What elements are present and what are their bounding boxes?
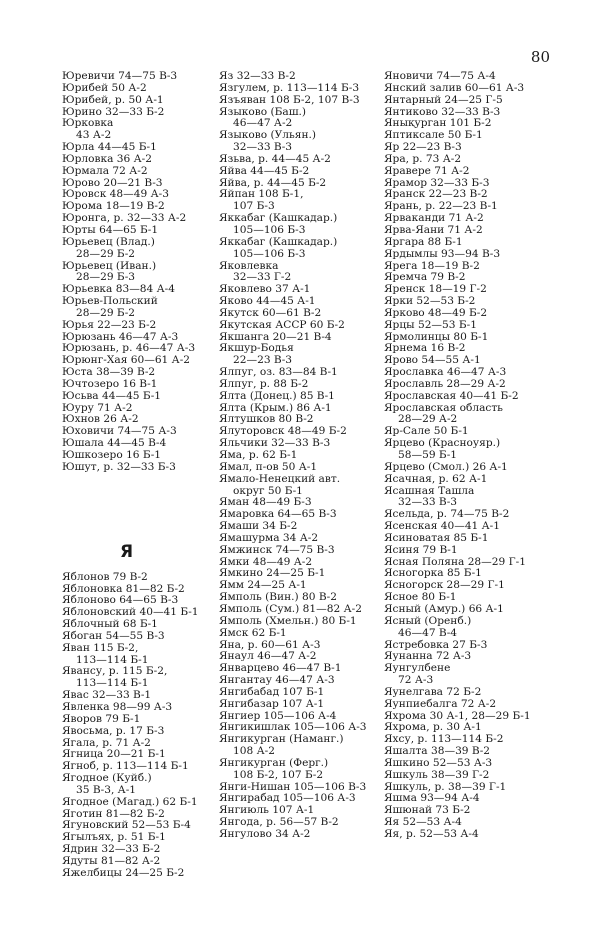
index-entry-continuation: 28—29 А-2 <box>398 413 458 426</box>
index-entry: Юрьевка 83—84 А-4 <box>62 283 175 296</box>
index-section-ya <box>62 572 202 880</box>
index-entry-continuation: 113—114 Б-1 <box>76 653 149 666</box>
index-entry: Яновичи 74—75 А-4 <box>384 70 496 82</box>
index-entry-continuation: 72 А-3 <box>398 674 434 687</box>
index-entry: Яранск 22—23 В-2 <box>384 188 488 201</box>
index-entry: Юрья 22—23 Б-2 <box>62 318 157 331</box>
index-entry: Яковлево 37 А-1 <box>219 283 311 296</box>
index-entry: Яблочный 68 Б-1 <box>62 618 158 631</box>
index-column-3 <box>384 71 562 841</box>
index-entry: Ямаровка 64—65 В-3 <box>219 508 337 521</box>
index-entry: Яремча 79 В-2 <box>384 271 466 284</box>
index-entry: Янаул 46—47 А-2 <box>219 650 317 663</box>
index-entry: Юхнов 26 А-2 <box>62 413 139 426</box>
index-entry: Явансу, р. 115 Б-2, <box>62 665 168 678</box>
index-entry: Яльчики 32—33 В-3 <box>219 437 331 450</box>
index-entry: Янский залив 60—61 А-3 <box>384 81 525 94</box>
index-entry: Яйпан 108 Б-1, <box>219 188 304 201</box>
index-entry: Юрмала 72 А-2 <box>62 164 148 177</box>
index-entry: Яблоново 64—65 В-3 <box>62 594 179 607</box>
index-entry: Яйва 44—45 Б-2 <box>219 164 310 177</box>
index-entry: Яккабаг (Кашкадар.) <box>219 235 338 248</box>
index-entry: Яптиксале 50 Б-1 <box>384 129 483 142</box>
index-entry: Юрьевец (Иван.) <box>62 259 157 272</box>
index-entry: Янгибазар 107 А-1 <box>219 697 325 710</box>
index-entry: Юшкозеро 16 Б-1 <box>62 449 162 461</box>
index-entry: Явленка 98—99 А-3 <box>62 700 173 713</box>
index-entry: Язьва, р. 44—45 А-2 <box>219 152 331 165</box>
index-entry: Ясиноватая 85 Б-1 <box>384 531 489 544</box>
index-entry: Ярославская 40—41 Б-2 <box>384 389 519 402</box>
index-entry: Ядуты 81—82 А-2 <box>62 854 161 867</box>
index-entry: Ясельда, р. 74—75 В-2 <box>384 508 510 521</box>
index-entry: Яр 22—23 В-3 <box>384 141 462 154</box>
index-entry: Ясный (Оренб.) <box>384 614 472 627</box>
index-entry-continuation: 105—106 Б-3 <box>233 223 306 236</box>
index-entry: Яблонов 79 В-2 <box>62 570 148 583</box>
index-entry: Ямаши 34 Б-2 <box>219 520 298 533</box>
index-entry: Юрюнг-Хая 60—61 А-2 <box>62 354 191 367</box>
index-entry: Ярань, р. 22—23 В-1 <box>384 200 498 213</box>
index-entry: Яунгулбене <box>384 662 451 675</box>
index-entry: Юрибей 50 А-2 <box>62 81 147 94</box>
index-entry-continuation: 35 В-3, А-1 <box>76 783 137 796</box>
index-entry: Яна, р. 60—61 А-3 <box>219 638 321 651</box>
index-entry-continuation: 32—33 В-3 <box>398 496 458 509</box>
index-entry: Яково 44—45 А-1 <box>219 295 316 308</box>
index-entry: Ягылъях, р. 51 Б-1 <box>62 831 166 844</box>
index-entry: Юрюзань, р. 46—47 А-3 <box>62 342 196 355</box>
index-entry: Ярово 54—55 А-1 <box>384 354 481 367</box>
index-entry: Ямм 24—25 А-1 <box>219 579 307 592</box>
index-entry: Ясный (Амур.) 66 А-1 <box>384 602 504 615</box>
index-entry: Якутская АССР 60 Б-2 <box>219 318 345 331</box>
page-number: 80 <box>530 48 550 66</box>
index-entry-continuation: 32—33 Г-2 <box>233 271 292 284</box>
index-entry: Ярославль 28—29 А-2 <box>384 377 506 390</box>
index-entry: Ярцы 52—53 Б-1 <box>384 318 477 331</box>
index-entry: Янгибабад 107 Б-1 <box>219 685 325 698</box>
index-entry: Янгиер 105—106 А-4 <box>219 709 337 722</box>
index-entry: Юуру 71 А-2 <box>62 401 133 414</box>
index-entry: Ягноб, р. 113—114 Б-1 <box>62 760 189 773</box>
index-entry: Ялпуг, оз. 83—84 В-1 <box>219 366 338 379</box>
index-entry: Ямск 62 Б-1 <box>219 626 287 639</box>
index-section <box>384 71 562 841</box>
index-entry: Яккабаг (Кашкадар.) <box>219 212 338 225</box>
index-column-1 <box>62 71 202 880</box>
index-entry: Яр-Сале 50 Б-1 <box>384 425 469 438</box>
index-entry: Яйва, р. 44—45 Б-2 <box>219 176 327 189</box>
index-entry: Ярославка 46—47 А-3 <box>384 366 507 379</box>
index-entry: Ярамор 32—33 Б-3 <box>384 176 490 189</box>
index-column-2 <box>219 71 379 841</box>
index-entry: Ярцево (Красноуяр.) <box>384 437 501 450</box>
index-entry: Ючтозеро 16 В-1 <box>62 377 158 390</box>
index-entry: Янгода, р. 56—57 В-2 <box>219 816 339 829</box>
index-entry: Якшанга 20—21 В-4 <box>219 330 332 343</box>
index-entry: Яз 32—33 В-2 <box>219 70 296 82</box>
index-entry: Ясенская 40—41 А-1 <box>384 520 501 533</box>
index-entry: Юрьев-Польский <box>62 295 158 308</box>
index-entry: Яхрома, р. 30 А-1 <box>384 721 482 734</box>
index-entry: Ярега 18—19 В-2 <box>384 259 480 272</box>
index-entry: Юрла 44—45 Б-1 <box>62 141 157 154</box>
index-entry-continuation: 28—29 Б-2 <box>76 306 136 319</box>
index-entry: Ягала, р. 71 А-2 <box>62 736 151 749</box>
index-entry: Юронга, р. 32—33 А-2 <box>62 212 187 225</box>
index-entry: Ямполь (Хмельн.) 80 Б-1 <box>219 614 357 627</box>
index-entry: Ямжинск 74—75 В-3 <box>219 543 335 556</box>
index-entry-continuation: 32—33 В-3 <box>233 141 293 154</box>
index-entry: Ялтушков 80 В-2 <box>219 413 314 426</box>
index-entry: Янгикурган (Наманг.) <box>219 733 344 746</box>
index-entry: Ясная Поляна 28—29 Г-1 <box>384 555 526 568</box>
index-entry-continuation: 43 А-2 <box>76 129 112 142</box>
index-entry: Ясное 80 Б-1 <box>384 591 457 604</box>
index-entry: Яунанна 72 А-3 <box>384 650 472 663</box>
index-entry: Янги-Нишан 105—106 В-3 <box>219 780 367 793</box>
index-entry: Ярки 52—53 Б-2 <box>384 295 476 308</box>
index-entry: Ямало-Ненецкий авт. <box>219 472 341 485</box>
index-entry: Яя 52—53 А-4 <box>384 816 462 829</box>
index-entry: Ясашная Ташла <box>384 484 475 497</box>
index-entry: Ясиня 79 В-1 <box>384 543 458 556</box>
index-entry: Явосьма, р. 17 Б-3 <box>62 724 165 737</box>
index-entry-continuation: 58—59 Б-1 <box>398 449 458 461</box>
index-entry: Январцево 46—47 В-1 <box>219 662 342 675</box>
index-entry: Явас 32—33 В-1 <box>62 689 152 702</box>
index-entry: Юховичи 74—75 А-3 <box>62 425 177 438</box>
index-entry: Ямполь (Сум.) 81—82 А-2 <box>219 602 362 615</box>
index-entry: Ялуторовск 48—49 Б-2 <box>219 425 347 438</box>
index-entry: Янтиково 32—33 В-3 <box>384 105 501 118</box>
index-entry: Ясачная, р. 62 А-1 <box>384 472 488 485</box>
index-entry: Ялпуг, р. 88 Б-2 <box>219 377 309 390</box>
index-entry: Яготин 81—82 Б-2 <box>62 807 165 820</box>
index-section-yu <box>62 71 202 474</box>
index-entry: Яблоновский 40—41 Б-1 <box>62 606 199 619</box>
index-entry: Ярково 48—49 Б-2 <box>384 306 488 319</box>
index-entry: Юрковка <box>62 117 114 130</box>
index-entry: Юрома 18—19 В-2 <box>62 200 165 213</box>
index-entry: Ярдымлы 93—94 В-3 <box>384 247 501 260</box>
index-entry: Янгирабад 105—106 А-3 <box>219 792 356 805</box>
index-entry: Ямки 48—49 А-2 <box>219 555 313 568</box>
index-entry-continuation: 105—106 Б-3 <box>233 247 306 260</box>
index-entry: Юревичи 74—75 В-3 <box>62 70 178 82</box>
index-entry: Юрово 20—21 В-3 <box>62 176 163 189</box>
index-entry: Язъяван 108 Б-2, 107 В-3 <box>219 93 360 106</box>
index-entry: Яжелбицы 24—25 Б-2 <box>62 866 185 879</box>
index-entry: Юрибей, р. 50 А-1 <box>62 93 164 106</box>
section-gap <box>62 474 202 538</box>
index-entry: Ягодное (Магад.) 62 Б-1 <box>62 795 198 808</box>
index-entry: Ярваканди 71 А-2 <box>384 212 484 225</box>
index-entry: Ягуновский 52—53 Б-4 <box>62 819 191 832</box>
index-entry: Яунелгава 72 Б-2 <box>384 685 482 698</box>
index-entry: Ялта (Донец.) 85 В-1 <box>219 389 335 402</box>
index-entry: Ясногорск 28—29 Г-1 <box>384 579 505 592</box>
index-entry: Ягодное (Куйб.) <box>62 772 152 785</box>
index-entry: Янтарный 24—25 Г-5 <box>384 93 503 106</box>
index-entry: Якшур-Бодья <box>219 342 294 355</box>
letter-heading: Я <box>120 541 134 562</box>
index-entry: Ярва-Яани 71 А-2 <box>384 223 483 236</box>
index-section <box>219 71 379 841</box>
index-entry: Юрловка 36 А-2 <box>62 152 152 165</box>
index-entry: Юровск 48—49 А-3 <box>62 188 169 201</box>
index-entry: Яшкуль, р. 38—39 Г-1 <box>384 780 507 793</box>
index-entry: Яковлевка <box>219 259 279 272</box>
index-entry: Ядрин 32—33 Б-2 <box>62 843 161 856</box>
index-entry: Ямал, п-ов 50 А-1 <box>219 460 318 473</box>
index-entry: Ястребовка 27 Б-3 <box>384 638 488 651</box>
index-entry: Янгикишлак 105—106 А-3 <box>219 721 367 734</box>
index-entry: Юшут, р. 32—33 Б-3 <box>62 460 176 473</box>
index-entry: Ямполь (Вин.) 80 В-2 <box>219 591 337 604</box>
index-entry-continuation: 46—47 В-4 <box>398 626 458 639</box>
index-entry: Яренск 18—19 Г-2 <box>384 283 487 296</box>
index-entry: Яргара 88 Б-1 <box>384 235 463 248</box>
index-entry: Юсьва 44—45 Б-1 <box>62 389 162 402</box>
index-entry: Яя, р. 52—53 А-4 <box>384 828 479 840</box>
index-entry: Яван 115 Б-2, <box>62 641 139 654</box>
index-entry: Юста 38—39 В-2 <box>62 366 156 379</box>
index-entry: Яшкуль 38—39 Г-2 <box>384 768 490 781</box>
index-entry: Янықурган 101 Б-2 <box>384 117 492 130</box>
index-entry: Ягница 20—21 Б-1 <box>62 748 166 761</box>
index-entry-continuation: 22—23 В-3 <box>233 354 293 367</box>
index-entry: Ямкино 24—25 Б-1 <box>219 567 326 580</box>
index-entry: Яра, р. 73 А-2 <box>384 152 462 165</box>
index-entry: Яворов 79 Б-1 <box>62 712 141 725</box>
index-entry: Ярцево (Смол.) 26 А-1 <box>384 460 508 473</box>
index-entry-continuation: 108 А-2 <box>233 745 275 758</box>
index-entry: Языково (Баш.) <box>219 105 307 118</box>
index-entry: Янгикурган (Ферг.) <box>219 756 329 769</box>
index-entry: Юрино 32—33 Б-2 <box>62 105 165 118</box>
index-entry: Янгулово 34 А-2 <box>219 828 311 840</box>
index-entry: Яравере 71 А-2 <box>384 164 470 177</box>
index-entry-continuation: 28—29 Б-3 <box>76 271 136 284</box>
index-entry: Ярмолинцы 80 Б-1 <box>384 330 489 343</box>
index-entry: Яшюнай 73 Б-2 <box>384 804 471 817</box>
index-entry: Яхрома 30 А-1, 28—29 Б-1 <box>384 709 531 722</box>
index-entry: Якутск 60—61 В-2 <box>219 306 322 319</box>
index-entry: Яма, р. 62 Б-1 <box>219 449 298 461</box>
index-entry: Ялта (Крым.) 86 А-1 <box>219 401 332 414</box>
index-entry: Ярнема 16 В-2 <box>384 342 466 355</box>
index-entry: Яман 48—49 Б-3 <box>219 496 312 509</box>
index-entry: Ярославская область <box>384 401 503 414</box>
index-entry-continuation: 107 Б-3 <box>233 200 275 213</box>
index-entry: Яшкино 52—53 А-3 <box>384 756 493 769</box>
index-entry: Яшма 93—94 А-4 <box>384 792 480 805</box>
index-entry: Яшалта 38—39 В-2 <box>384 745 491 758</box>
index-entry-continuation: 108 Б-2, 107 Б-2 <box>233 768 324 781</box>
index-entry: Юрьевец (Влад.) <box>62 235 155 248</box>
index-entry: Юшала 44—45 В-4 <box>62 437 167 450</box>
index-entry: Ямашурма 34 А-2 <box>219 531 319 544</box>
index-entry: Ябоган 54—55 В-3 <box>62 629 165 642</box>
index-entry: Ясногорка 85 Б-1 <box>384 567 482 580</box>
index-entry-continuation: 46—47 А-2 <box>233 117 293 130</box>
index-entry: Юрюзань 46—47 А-3 <box>62 330 179 343</box>
index-entry-continuation: 28—29 Б-2 <box>76 247 136 260</box>
index-entry: Юрты 64—65 Б-1 <box>62 223 159 236</box>
index-entry-continuation: 113—114 Б-1 <box>76 677 149 690</box>
index-entry: Яунпиебалга 72 А-2 <box>384 697 497 710</box>
index-entry: Янгантау 46—47 А-3 <box>219 674 335 687</box>
index-entry: Яблоновка 81—82 Б-2 <box>62 582 185 595</box>
index-entry: Языково (Ульян.) <box>219 129 317 142</box>
index-entry: Яхсу, р. 113—114 Б-2 <box>384 733 504 746</box>
index-entry: Язгулем, р. 113—114 Б-3 <box>219 81 360 94</box>
index-entry: Янгиюль 107 А-1 <box>219 804 315 817</box>
index-entry-continuation: округ 50 Б-1 <box>233 484 303 497</box>
